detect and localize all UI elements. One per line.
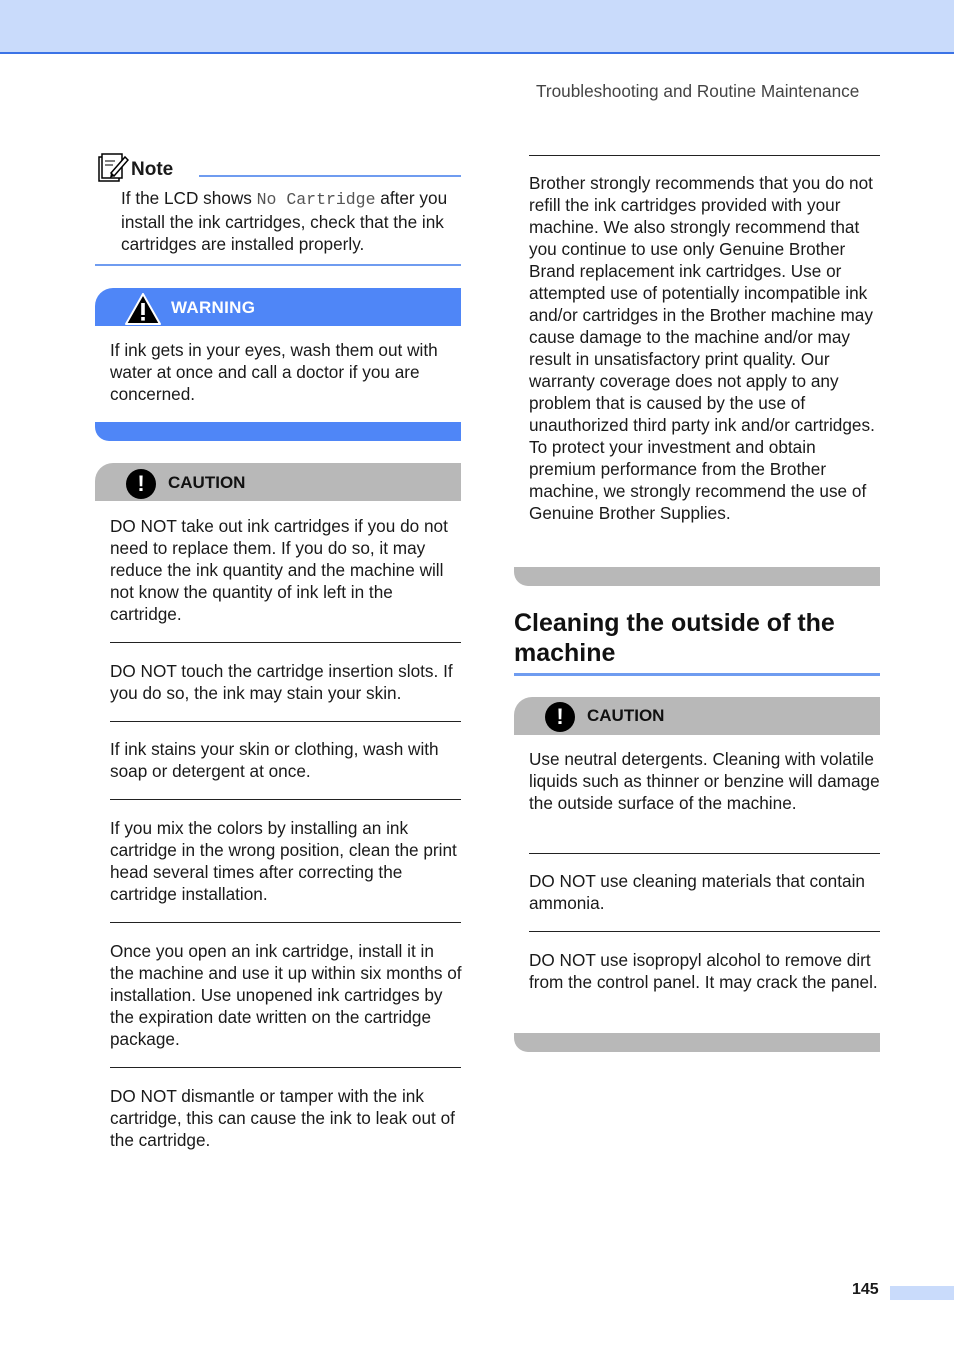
note-rule-bottom [95, 264, 461, 266]
caution-item: DO NOT use cleaning materials that contain ammonia. [529, 871, 865, 913]
note-text-after: after you install the ink cartridges, check that the ink cartridges are installed properly. [121, 188, 448, 254]
divider [110, 922, 461, 923]
caution-item: DO NOT use isopropyl alcohol to remove dirt from the control panel. It may crack the panel. [529, 950, 878, 992]
caution-item: Use neutral detergents. Cleaning with volatile liquids such as thinner or benzine will damage the outside surface of the machine. [529, 749, 880, 813]
caution-title: CAUTION [168, 473, 246, 492]
caution-item: Once you open an ink cartridge, install it in the machine and use it up within six months of installation. Use unopened ink cartridges by the expiration date written on the cartridge package. [110, 941, 462, 1049]
lcd-message: No Cartridge [256, 190, 376, 209]
note-text-before: If the LCD shows [121, 188, 257, 208]
warning-end-bar [95, 422, 461, 441]
running-head: Troubleshooting and Routine Maintenance [536, 81, 860, 101]
caution-item: If ink stains your skin or clothing, wash with soap or detergent at once. [110, 739, 439, 781]
divider [529, 931, 880, 932]
exclamation-circle-icon: ! [126, 469, 156, 499]
warning-title: WARNING [171, 298, 256, 317]
exclamation-circle-icon: ! [545, 702, 575, 732]
caution-title: CAUTION [587, 706, 665, 725]
page-tab [890, 1286, 954, 1300]
caution-item: DO NOT touch the cartridge insertion slots. If you do so, the ink may stain your skin. [110, 661, 453, 703]
note-rule-top [199, 175, 461, 177]
divider [529, 853, 880, 854]
divider [110, 721, 461, 722]
warning-text: If ink gets in your eyes, wash them out with water at once and call a doctor if you are concerned. [110, 340, 438, 404]
caution-item: DO NOT take out ink cartridges if you do not need to replace them. If you do so, it may reduce the ink quantity and the machine will not know the quantity of ink left in the cartridge. [110, 516, 448, 624]
section-rule [514, 673, 880, 676]
caution-item: DO NOT dismantle or tamper with the ink cartridge, this can cause the ink to leak out of the cartridge. [110, 1086, 455, 1150]
note-text [121, 187, 461, 255]
caution-end-bar [514, 567, 880, 586]
divider [529, 155, 880, 156]
divider [110, 1067, 461, 1068]
note-pencil-icon [97, 153, 129, 183]
divider [110, 799, 461, 800]
caution-item: If you mix the colors by installing an ink cartridge in the wrong position, clean the print head several times after correcting the cartridge installation. [110, 818, 457, 904]
page-number: 145 [852, 1281, 879, 1298]
divider [110, 642, 461, 643]
brother-recommendation: Brother strongly recommends that you do not refill the ink cartridges provided with your machine. We also strongly recommend that you continue to use only Genuine Brother Brand replacement ink cartridges. Use or attempted use of potentially incompatible ink and/or cartridges in the Brother machine may cause damage to the machine and/or may result in unsatisfactory print quality. Our warranty coverage does not apply to any problem that is caused by the use of unauthorized third party ink and/or cartridges. To protect your investment and obtain premium performance from the Brother machine, we strongly recommend the use of Genuine Brother Supplies. [529, 173, 875, 523]
header-band [0, 0, 954, 54]
caution-end-bar [514, 1033, 880, 1052]
note-title: Note [131, 159, 174, 180]
section-title: Cleaning the outside of the machine [514, 609, 835, 667]
warning-triangle-icon [125, 293, 161, 325]
